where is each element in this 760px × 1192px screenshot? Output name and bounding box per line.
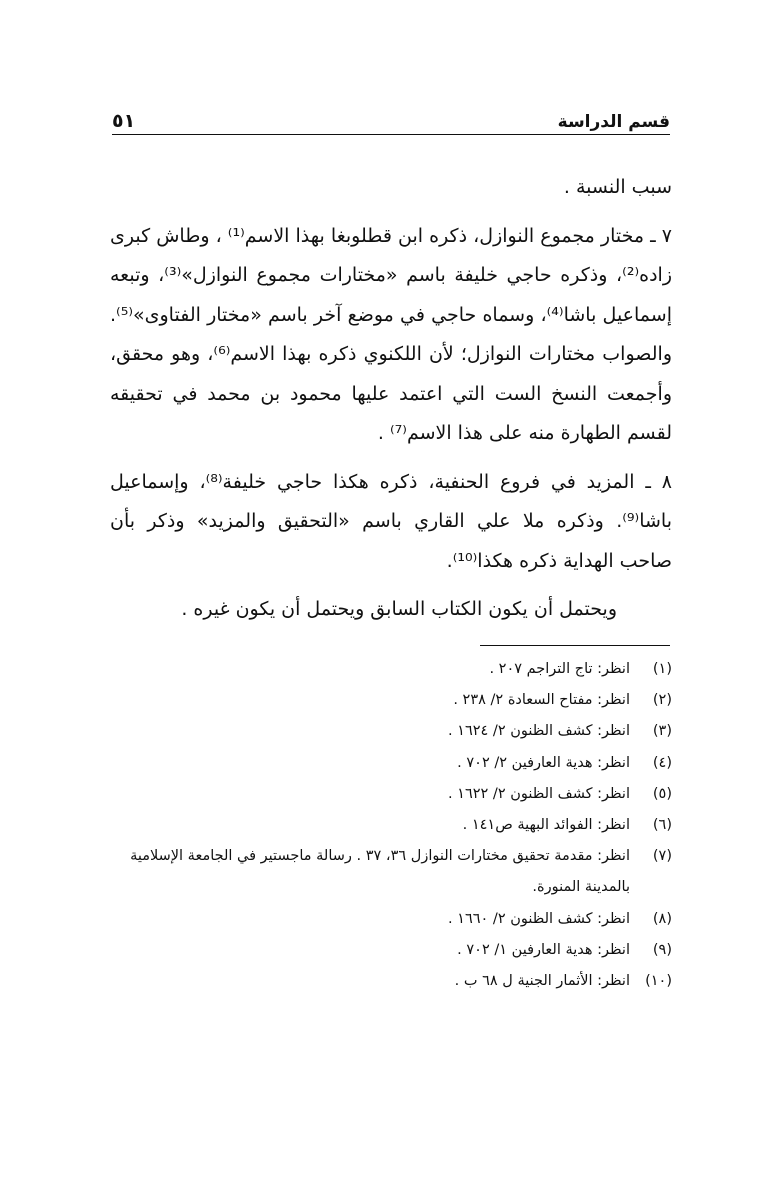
footnote-item: [106, 654, 672, 685]
footnote-item: [106, 841, 672, 903]
footnote-text: انظر: الأثمار الجنية ل ٦٨ ب .: [454, 973, 630, 990]
page-number: ٥١: [112, 110, 136, 132]
footnote-item: [106, 748, 672, 779]
footnote-number: (٩): [652, 941, 672, 958]
footnote-text: انظر: كشف الظنون ٢/ ١٦٢٤ .: [447, 723, 630, 740]
paragraph-4: ويحتمل أن يكون الكتاب السابق ويحتمل أن يكون غيره .: [181, 598, 617, 620]
page-header: [112, 98, 670, 132]
main-text: [110, 168, 672, 630]
footnote-text: انظر: هدية العارفين ١/ ٧٠٢ .: [457, 941, 630, 958]
paragraph-1: سبب النسبة .: [563, 176, 672, 198]
paragraph-3: ٨ ـ المزيد في فروع الحنفية، ذكره هكذا حاجي خليفة⁽⁸⁾، وإسماعيل باشا⁽⁹⁾. وذكره ملا علي القاري باسم «التحقيق والمزيد» وذكر بأن صاحب الهداية ذكره هكذا⁽¹⁰⁾.: [110, 470, 672, 572]
footnote-number: (١٠): [645, 973, 672, 990]
footnote-number: (٥): [652, 785, 672, 802]
footnote-text: انظر: الفوائد البهية ص١٤١ .: [462, 817, 630, 834]
footnote-item: [106, 779, 672, 810]
footnote-number: (٨): [652, 910, 672, 927]
footnote-item: [106, 904, 672, 935]
footnote-number: (٦): [652, 817, 672, 834]
footnote-text: انظر: مقدمة تحقيق مختارات النوازل ٣٦، ٣٧ . رسالة ماجستير في الجامعة الإسلامية بالمدينة المنورة.: [130, 848, 630, 896]
footnote-number: (٢): [652, 692, 672, 709]
footnote-item: [106, 810, 672, 841]
footnote-item: [106, 716, 672, 747]
footnote-text: انظر: تاج التراجم ٢٠٧ .: [489, 661, 630, 677]
footnote-item: [106, 935, 672, 966]
header-rule: [112, 134, 670, 135]
footnote-text: انظر: كشف الظنون ٢/ ١٦٦٠ .: [447, 910, 630, 927]
footnote-number: (٣): [652, 723, 672, 740]
footnote-text: انظر: مفتاح السعادة ٢/ ٢٣٨ .: [453, 692, 630, 709]
running-head: قسم الدراسة: [557, 112, 670, 132]
footnotes: [106, 654, 672, 997]
footnote-item: [106, 966, 672, 997]
footnote-text: انظر: هدية العارفين ٢/ ٧٠٢ .: [457, 754, 630, 771]
footnote-number: (٧): [652, 848, 672, 865]
footnote-number: (١): [652, 661, 672, 677]
footnote-number: (٤): [652, 754, 672, 771]
paragraph-2: ٧ ـ مختار مجموع النوازل، ذكره ابن قطلوبغا بهذا الاسم⁽¹⁾ ، وطاش كبرى زاده⁽²⁾، وذكره حاجي خليفة باسم «مختارات مجموع النوازل»⁽³⁾، وتبعه إسماعيل باشا⁽⁴⁾، وسماه حاجي في موضع آخر باسم «مختار الفتاوى»⁽⁵⁾. والصواب مختارات النوازل؛ لأن اللكنوي ذكره بهذا الاسم⁽⁶⁾، وهو محقق، وأجمعت النسخ الست التي اعتمد عليها محمود بن محمد في تحقيقه لقسم الطهارة منه على هذا الاسم⁽⁷⁾ .: [110, 224, 672, 444]
footnote-text: انظر: كشف الظنون ٢/ ١٦٢٢ .: [447, 785, 630, 802]
footnote-item: [106, 685, 672, 716]
footnote-separator: [480, 645, 670, 646]
